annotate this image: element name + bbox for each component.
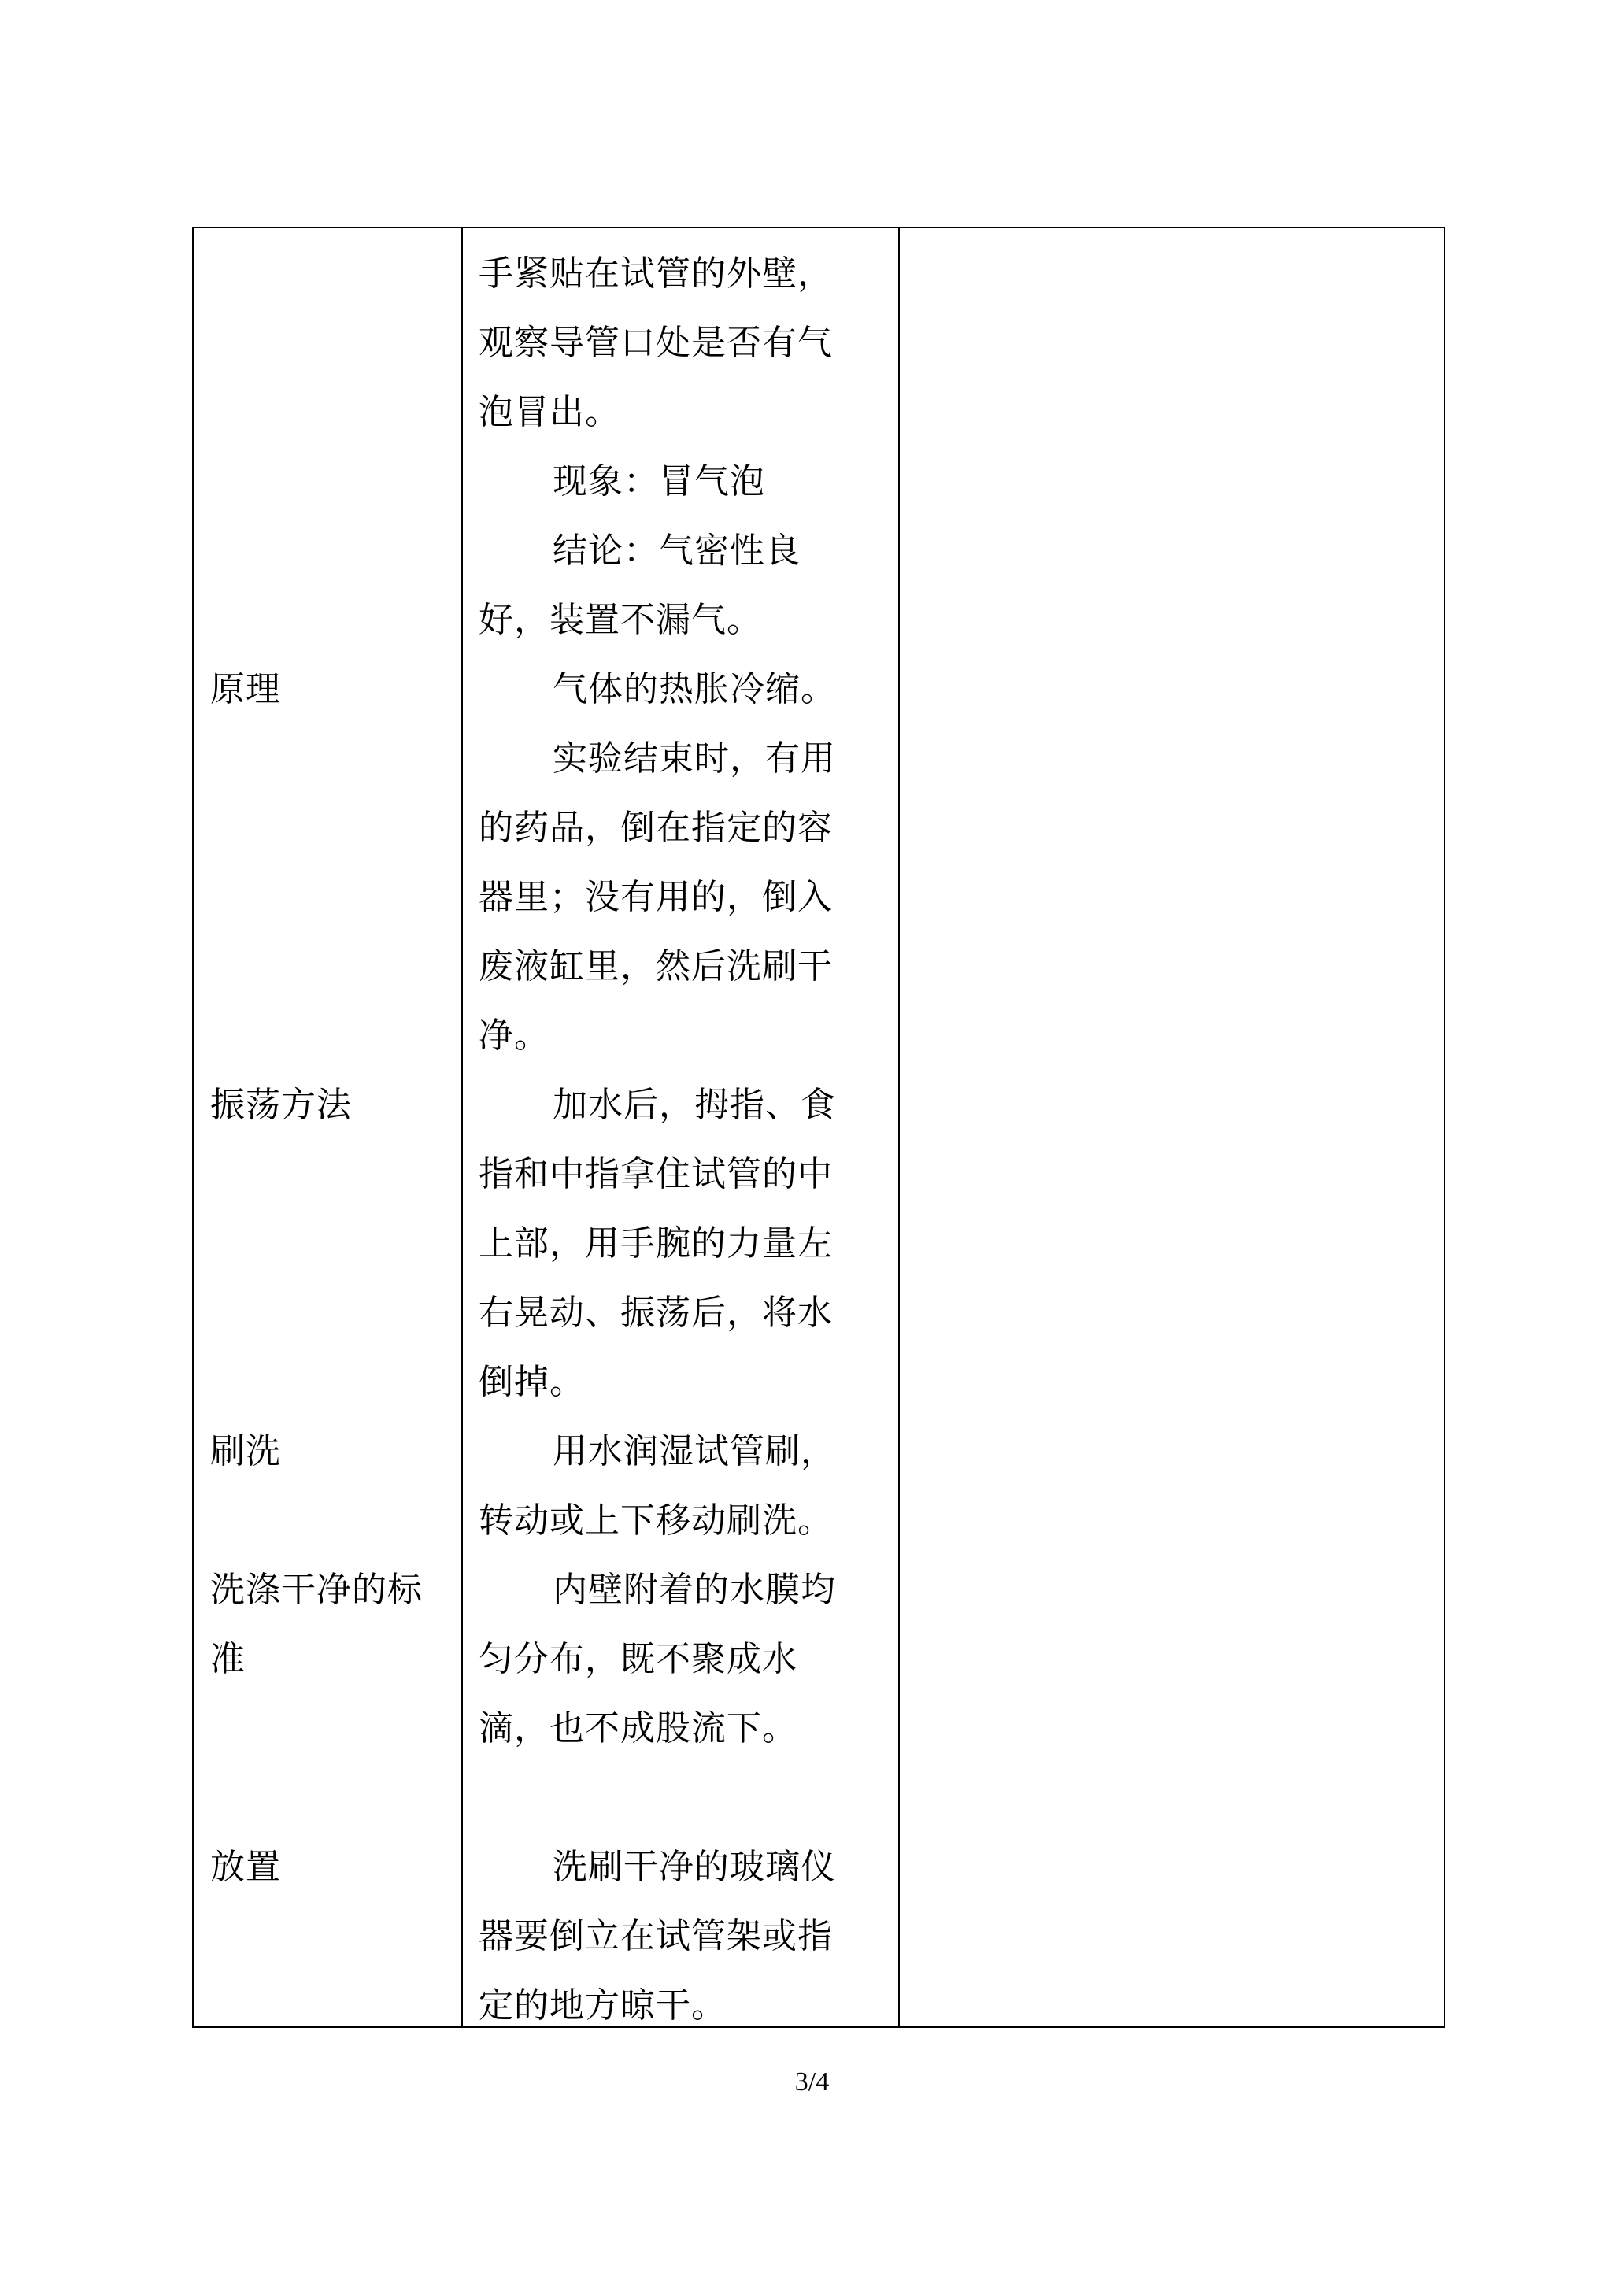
content-line: 滴，也不成股流下。 xyxy=(479,1708,797,1748)
content-line: 定的地方晾干。 xyxy=(479,1985,727,2026)
content-line: 器里；没有用的，倒入 xyxy=(479,877,833,917)
content-line: 好，装置不漏气。 xyxy=(479,600,762,640)
content-line: 用水润湿试管刷， xyxy=(553,1431,836,1471)
content-line: 转动或上下移动刷洗。 xyxy=(479,1500,833,1541)
content-line: 右晃动、振荡后，将水 xyxy=(479,1293,833,1333)
row-label-clean-standard: 洗涤干净的标 xyxy=(210,1570,423,1610)
content-line: 的药品，倒在指定的容 xyxy=(479,808,833,848)
content-line: 泡冒出。 xyxy=(479,392,620,432)
row-label-principle: 原理 xyxy=(210,669,281,709)
page-number: 3/4 xyxy=(794,2067,830,2096)
content-line: 现象：冒气泡 xyxy=(553,461,765,501)
column-divider-1 xyxy=(461,228,463,2026)
content-line: 净。 xyxy=(479,1016,549,1056)
content-line: 内壁附着的水膜均 xyxy=(553,1570,836,1610)
row-label-shaking-method: 振荡方法 xyxy=(210,1085,352,1125)
row-label-placement: 放置 xyxy=(210,1847,281,1887)
row-label-brushing: 刷洗 xyxy=(210,1431,281,1471)
column-divider-2 xyxy=(898,228,900,2026)
content-line: 废液缸里，然后洗刷干 xyxy=(479,946,833,986)
content-line: 实验结束时，有用 xyxy=(553,738,836,779)
content-line: 器要倒立在试管架或指 xyxy=(479,1916,833,1956)
content-line: 加水后，拇指、食 xyxy=(553,1085,836,1125)
content-line: 气体的热胀冷缩。 xyxy=(553,669,836,709)
content-line: 手紧贴在试管的外壁， xyxy=(479,253,833,294)
content-line: 匀分布，既不聚成水 xyxy=(479,1639,797,1679)
content-line: 洗刷干净的玻璃仪 xyxy=(553,1847,836,1887)
content-line: 观察导管口处是否有气 xyxy=(479,323,833,363)
content-line: 倒掉。 xyxy=(479,1362,585,1402)
content-line: 指和中指拿住试管的中 xyxy=(479,1154,833,1194)
content-line: 结论：气密性良 xyxy=(553,531,801,571)
row-label-clean-standard-cont: 准 xyxy=(210,1639,246,1679)
content-line: 上部，用手腕的力量左 xyxy=(479,1223,833,1264)
